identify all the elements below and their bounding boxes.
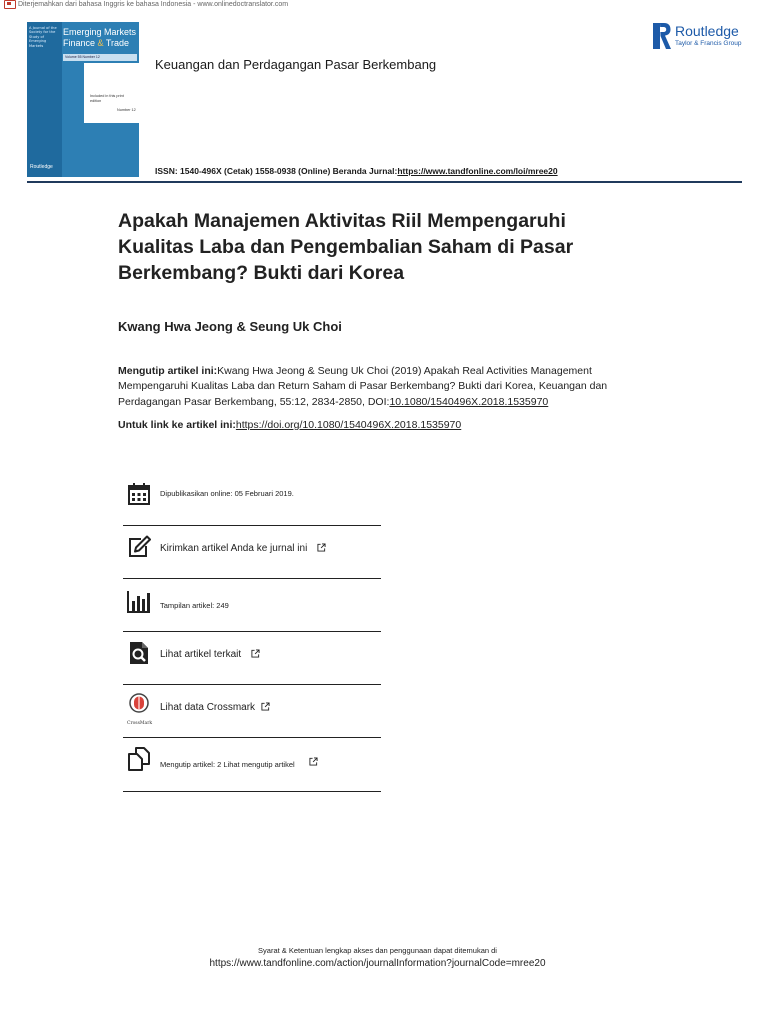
- routledge-sub: Taylor & Francis Group: [675, 40, 742, 47]
- cover-title-line1: Emerging Markets: [63, 27, 137, 37]
- calendar-icon: [127, 482, 151, 506]
- external-link-icon: [317, 543, 326, 552]
- citation-label: Mengutip artikel ini:: [118, 365, 218, 377]
- citation-text: Kwang Hwa Jeong & Seung Uk Choi (2019) Apakah Real Activities Management Mempengaruhi Kualitas Laba dan Return Saham di Pasar Berkembang? Bukti dari Korea, Keuangan dan Perdagangan Pasar Berkembang, 55:12, 2834-2850, DOI:: [118, 365, 608, 408]
- meta-crossmark[interactable]: [123, 685, 381, 738]
- header-divider: [27, 181, 742, 183]
- cover-box-number: Number 12: [117, 108, 136, 112]
- submit-text: Kirimkan artikel Anda ke jurnal ini: [160, 543, 308, 554]
- cover-society-text: A Journal of the Society for the Study of Emerging Markets: [29, 26, 57, 48]
- citation-block: [118, 364, 658, 410]
- crossmark-link[interactable]: [160, 701, 270, 713]
- issn-line: [155, 166, 558, 176]
- related-link[interactable]: [160, 648, 260, 660]
- views-count: Tampilan artikel: 249: [160, 601, 229, 610]
- routledge-name: Routledge: [675, 23, 739, 39]
- cover-title-trade: Trade: [103, 38, 130, 48]
- crossmark-text: Lihat data Crossmark: [160, 702, 256, 713]
- article-authors: Kwang Hwa Jeong & Seung Uk Choi: [118, 319, 342, 334]
- cover-title-finance: Finance: [63, 38, 98, 48]
- citing-link[interactable]: [160, 758, 318, 769]
- document-search-icon: [127, 641, 151, 665]
- journal-home-link[interactable]: https://www.tandfonline.com/loi/mree20: [397, 166, 558, 176]
- meta-views: [123, 579, 381, 632]
- crossmark-icon: [127, 693, 151, 717]
- external-link-icon: [309, 757, 318, 766]
- article-link-label: Untuk link ke artikel ini:: [118, 419, 236, 431]
- edit-icon: [127, 535, 151, 559]
- issn-text: ISSN: 1540-496X (Cetak) 1558-0938 (Online) Beranda Jurnal:: [155, 166, 398, 176]
- crossmark-caption: CrossMark: [127, 721, 153, 726]
- journal-name: Keuangan dan Perdagangan Pasar Berkembang: [155, 57, 437, 72]
- published-date: Dipublikasikan online: 05 Februari 2019.: [160, 489, 294, 498]
- cover-box-text: Included in this print edition: [90, 94, 124, 103]
- translator-note-text: Diterjemahkan dari bahasa Inggris ke bahasa Indonesia - www.onlinedoctranslator.com: [18, 1, 289, 8]
- submit-link[interactable]: [160, 542, 326, 554]
- article-link-line: [118, 419, 461, 431]
- citation-doi-link[interactable]: 10.1080/1540496X.2018.1535970: [389, 395, 549, 408]
- article-doi-url[interactable]: https://doi.org/10.1080/1540496X.2018.1535970: [235, 419, 462, 431]
- meta-divider: [123, 791, 381, 792]
- translator-icon: [4, 0, 16, 9]
- article-title: Apakah Manajemen Aktivitas Riil Mempengaruhi Kualitas Laba dan Pengembalian Saham di Pasar Berkembang? Bukti dari Korea: [118, 210, 574, 284]
- translator-note[interactable]: [4, 0, 288, 9]
- external-link-icon: [261, 702, 270, 711]
- bar-chart-icon: [127, 590, 151, 614]
- meta-citing[interactable]: [123, 738, 381, 792]
- cover-title: [63, 27, 139, 49]
- citing-text: Mengutip artikel: 2 Lihat mengutip artikel: [160, 760, 295, 769]
- cover-volume-bar: Volume 55 Number 12: [63, 54, 137, 61]
- footer-url[interactable]: https://www.tandfonline.com/action/journalInformation?journalCode=mree20: [209, 958, 546, 969]
- journal-cover: [27, 22, 139, 177]
- meta-related[interactable]: [123, 632, 381, 685]
- article-meta-list: [123, 473, 381, 792]
- cover-white-box: [84, 63, 139, 123]
- external-link-icon: [251, 649, 260, 658]
- related-text: Lihat artikel terkait: [160, 649, 242, 660]
- routledge-logo: [652, 22, 752, 52]
- citing-icon: [127, 747, 151, 771]
- cover-title-amp: &: [97, 38, 104, 48]
- meta-submit[interactable]: [123, 526, 381, 579]
- footer-terms: Syarat & Ketentuan lengkap akses dan penggunaan dapat ditemukan di: [258, 946, 497, 955]
- meta-published: [123, 473, 381, 526]
- routledge-r-icon: [652, 22, 672, 50]
- cover-publisher: Routledge: [30, 164, 53, 170]
- cover-title-line2: [63, 38, 139, 49]
